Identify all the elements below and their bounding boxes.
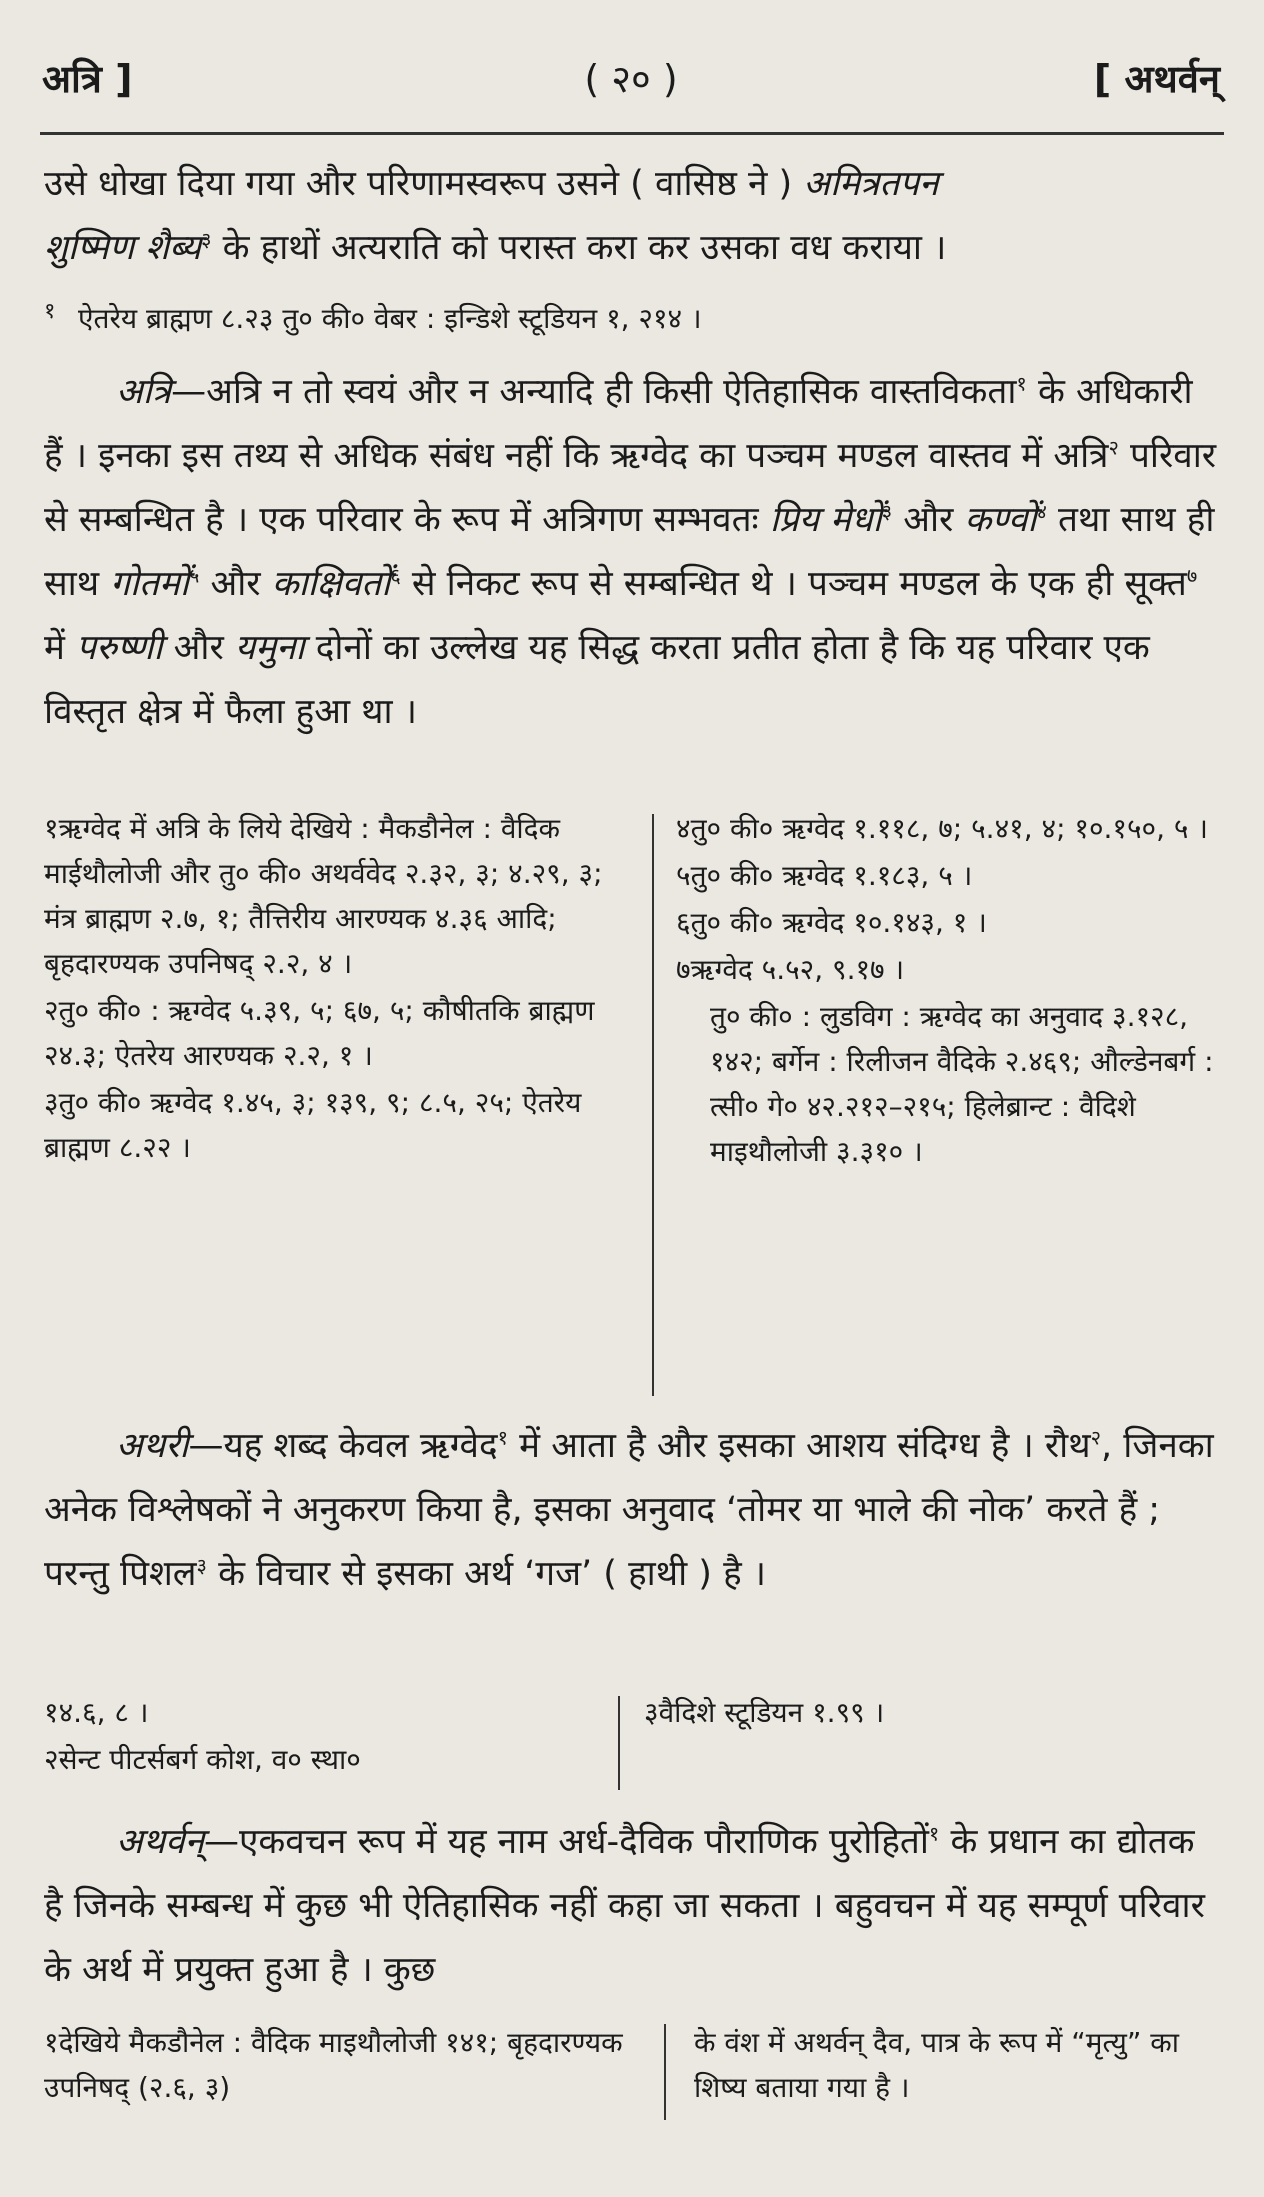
footnote-number: १	[44, 2026, 59, 2059]
footnote-number: ३	[644, 1696, 659, 1729]
atharvan-footnotes	[44, 2020, 1220, 2130]
footnote-number: १	[44, 299, 56, 324]
atri-entry	[44, 360, 1220, 744]
footnote-text: वैदिशे स्टूडियन १.९९ ।	[658, 1696, 885, 1729]
footnote-marker: ४	[1036, 499, 1047, 524]
entry-headword: अत्रि	[116, 372, 172, 412]
header-left-entry: अत्रि ]	[42, 57, 133, 101]
atri-footnotes-right	[676, 806, 1220, 1176]
footnote	[44, 1080, 604, 1170]
atharvan-entry	[44, 1810, 1220, 2002]
entry-text: दोनों का उल्लेख यह सिद्ध करता प्रतीत होता है कि यह परिवार एक विस्तृत क्षेत्र में फैला हुआ था ।	[44, 628, 1150, 732]
entry-name: गोतमों	[110, 564, 189, 604]
footnote-text: देखिये मैकडौनेल : वैदिक माइथौलोजी १४१; बृहदारण्यक उपनिषद् (२.६, ३)	[44, 2026, 623, 2104]
entry-name: परुष्णी	[76, 628, 163, 668]
footnote-marker: ६	[390, 563, 401, 588]
entry-headword: अथर्वन्	[116, 1822, 204, 1862]
entry-name: प्रिय मेधों	[769, 500, 882, 540]
intro-text-2: के हाथों अत्यराति को परास्त करा कर उसका वध कराया ।	[211, 228, 947, 268]
footnote-text: ऐतरेय ब्राह्मण ८.२३ तु० की० वेबर : इन्डिशे स्टूडियन १, २१४ ।	[78, 302, 702, 335]
footnote	[676, 947, 1220, 992]
footnote	[676, 900, 1220, 945]
entry-text: के प्रधान का द्योतक है जिनके सम्बन्ध में कुछ भी ऐतिहासिक नहीं कहा जा सकता । बहुवचन में यह सम्पूर्ण परिवार के अर्थ में प्रयुक्त हुआ है । कुछ	[44, 1822, 1205, 1990]
entry-text: —अत्रि न तो स्वयं और न अन्यादि ही किसी ऐतिहासिक वास्तविकता	[171, 372, 1017, 412]
footnote	[644, 1690, 1214, 1735]
header-rule	[40, 132, 1224, 135]
footnote-number: १	[44, 812, 59, 845]
page-header	[42, 52, 1220, 112]
footnote-number: ५	[676, 859, 691, 892]
footnote-text: तु० की० : ऋग्वेद ५.३९, ५; ६७, ५; कौषीतकि ब्राह्मण २४.३; ऐतरेय आरण्यक २.२, १ ।	[44, 994, 595, 1072]
footnote	[676, 806, 1220, 851]
column-divider	[664, 2024, 666, 2120]
athari-footnotes-left	[44, 1690, 604, 1784]
entry-name: काक्षिवतों	[271, 564, 391, 604]
footnote	[44, 2020, 634, 2110]
footnote-number: २	[44, 994, 59, 1027]
footnote-text: तु० की० ऋग्वेद १०.१४३, १ ।	[690, 906, 987, 939]
intro-name-2: शुष्मिण शैब्य	[44, 228, 202, 268]
entry-text: परिवार से सम्बन्धित है । एक परिवार के रूप में अत्रिगण सम्भवतः	[44, 436, 1217, 540]
footnote-text: तु० की० ऋग्वेद १.११८, ७; ५.४१, ४; १०.१५०, ५ ।	[690, 812, 1208, 845]
athari-footnotes	[44, 1690, 1220, 1800]
column-divider	[652, 814, 654, 1396]
footnote-continuation: के वंश में अथर्वन् दैव, पात्र के रूप में “मृत्यु” का शिष्य बताया गया है ।	[694, 2026, 1179, 2104]
footnote-number: १	[44, 1696, 59, 1729]
footnote-continuation: तु० की० : लुडविग : ऋग्वेद का अनुवाद ३.१२८, १४२; बर्गेन : रिलीजन वैदिके २.४६९; औल्डेनबर्ग : त्सी० गे० ४२.२१२–२१५; हिलेब्रान्ट : वैदिशे माइथौलोजी ३.३१० ।	[710, 1000, 1214, 1168]
footnote-marker: ३	[881, 499, 893, 524]
entry-headword: अथरी	[116, 1426, 189, 1466]
footnote-marker: १	[1016, 371, 1027, 396]
entry-name: यमुना	[234, 628, 305, 668]
entry-text: और	[892, 500, 965, 540]
entry-text: —यह शब्द केवल ऋग्वेद	[188, 1426, 498, 1466]
footnote-marker: ३	[196, 1553, 207, 1578]
intro-name-1: अमित्रतपन	[803, 164, 939, 204]
footnote-marker: २	[1108, 435, 1119, 460]
header-right-entry: [ अथर्वन्	[1093, 57, 1220, 101]
footnote-marker: १	[928, 1821, 940, 1846]
entry-text: और	[199, 564, 272, 604]
footnote	[44, 1737, 604, 1782]
footnote	[44, 1690, 604, 1735]
entry-text: के अधिकारी हैं । इनका इस तथ्य से अधिक संबंध नहीं कि ऋग्वेद का पञ्चम मण्डल वास्तव में अत्रि	[44, 372, 1193, 476]
footnote-number: ६	[676, 906, 691, 939]
entry-text: में	[44, 628, 77, 668]
intro-text-1: उसे धोखा दिया गया और परिणामस्वरूप उसने ( वासिष्ठ ने )	[44, 164, 804, 204]
entry-text: से निकट रूप से सम्बन्धित थे । पञ्चम मण्डल के एक ही सूक्त	[400, 564, 1187, 604]
footnote-number: ७	[676, 953, 691, 986]
entry-text: , जिनका अनेक विश्लेषकों ने अनुकरण किया है, इसका अनुवाद ‘तोमर या भाले की नोक’ करते हैं ; परन्तु पिशल	[44, 1426, 1214, 1594]
entry-text: में आता है और इसका आशय संदिग्ध है । रौथ	[508, 1426, 1091, 1466]
footnote	[44, 806, 604, 986]
footnote-number: ३	[44, 1086, 59, 1119]
footnote-text: तु० की० ऋग्वेद १.४५, ३; १३९, ९; ८.५, २५; ऐतरेय ब्राह्मण ८.२२ ।	[44, 1086, 582, 1164]
intro-paragraph	[44, 152, 1220, 280]
footnote	[44, 988, 604, 1078]
footnote-text: तु० की० ऋग्वेद १.१८३, ५ ।	[690, 859, 973, 892]
column-divider	[618, 1696, 620, 1790]
entry-name: कण्वों	[964, 500, 1037, 540]
footnote-marker: २	[1090, 1425, 1102, 1450]
page-number: ( २० )	[584, 57, 678, 101]
footnote-marker: ३	[201, 227, 212, 252]
footnote-text: सेन्ट पीटर्सबर्ग कोश, व० स्था०	[58, 1743, 361, 1776]
entry-text: और	[162, 628, 235, 668]
atharvan-footnotes-left	[44, 2020, 634, 2112]
entry-text: के विचार से इसका अर्थ ‘गज’ ( हाथी ) है ।	[206, 1554, 767, 1594]
footnote-text: ऋग्वेद ५.५२, ९.१७ ।	[690, 953, 905, 986]
footnote-marker: १	[497, 1425, 509, 1450]
atri-footnotes	[44, 806, 1220, 1406]
entry-text: —एकवचन रूप में यह नाम अर्ध-दैविक पौराणिक पुरोहितों	[204, 1822, 929, 1862]
footnote-text: ऋग्वेद में अत्रि के लिये देखिये : मैकडौनेल : वैदिक माईथौलोजी और तु० की० अथर्ववेद २.३२, ३; ४.२९, ३; मंत्र ब्राह्मण २.७, १; तैत्तिरीय आरण्यक ४.३६ आदि; बृहदारण्यक उपनिषद् २.२, ४ ।	[44, 812, 603, 980]
footnote-text: ४.६, ८ ।	[58, 1696, 149, 1729]
footnote-marker: ७	[1186, 563, 1198, 588]
atharvan-footnotes-right	[694, 2020, 1214, 2112]
intro-footnote	[44, 296, 1220, 341]
athari-footnotes-right	[644, 1690, 1214, 1737]
footnote	[676, 853, 1220, 898]
footnote-marker: ५	[188, 563, 200, 588]
entry-text: तथा साथ ही साथ	[44, 500, 1215, 604]
athari-entry	[44, 1414, 1220, 1606]
footnote-number: ४	[676, 812, 691, 845]
atri-footnotes-left	[44, 806, 604, 1172]
footnote-number: २	[44, 1743, 59, 1776]
